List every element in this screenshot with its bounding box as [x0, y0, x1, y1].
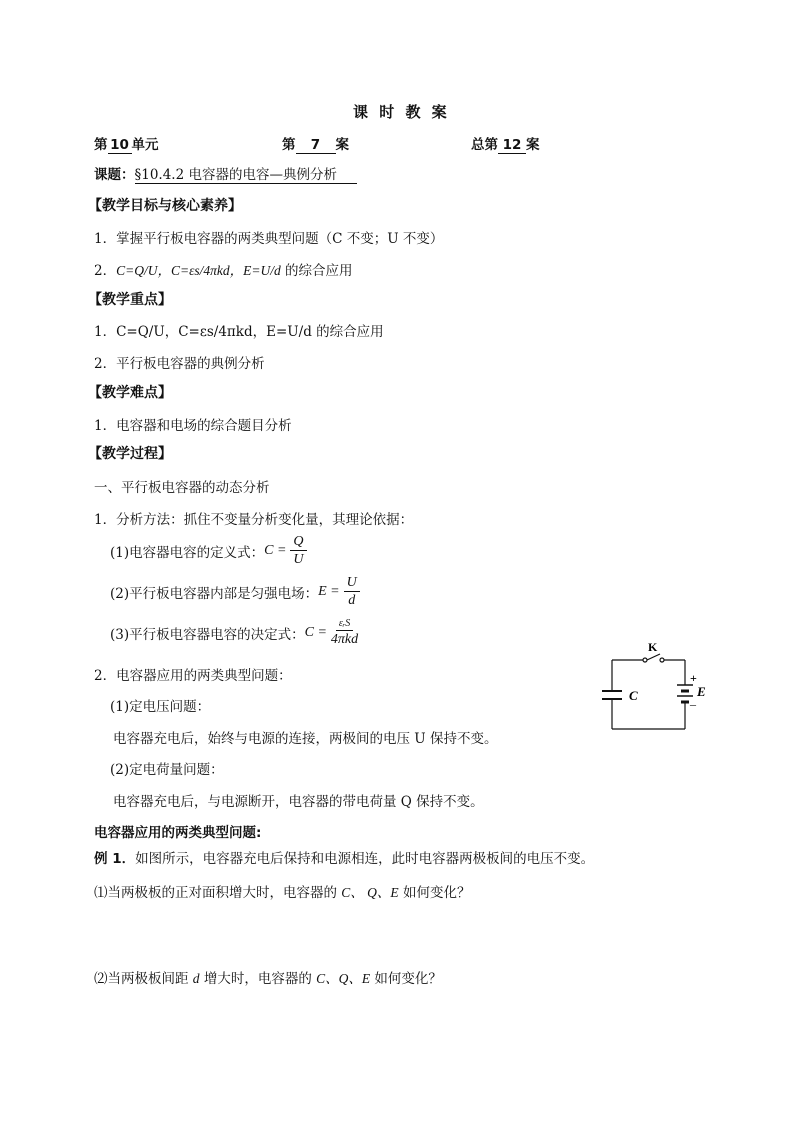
formula-2-label: (2)平行板电容器内部是匀强电场： — [110, 585, 319, 602]
switch-label: K — [648, 640, 658, 654]
switch-blade-icon — [647, 654, 660, 660]
capacitor-circuit-diagram — [596, 640, 716, 740]
goals-heading: 【教学目标与核心素养】 — [88, 198, 242, 214]
formula-3-num: εᵣS — [336, 617, 353, 631]
total-suffix: 案 — [526, 137, 540, 153]
unit-number — [94, 133, 159, 154]
formula-1-num: Q — [290, 533, 306, 551]
switch-contact-right — [660, 658, 664, 662]
formula-2-lhs: E = — [318, 583, 340, 599]
battery-minus-sign: _ — [690, 693, 696, 707]
unit-prefix: 第 — [94, 137, 108, 153]
formula-1-lhs: C = — [264, 542, 287, 558]
typical-problems: 2．电容器应用的两类典型问题： — [94, 668, 292, 684]
process-section-1: 一、平行板电容器的动态分析 — [94, 480, 270, 496]
formula-2-fraction — [344, 574, 360, 609]
unit-suffix: 单元 — [131, 137, 159, 153]
total-no: 12 — [498, 137, 526, 154]
question-1-text-a: ⑴当两极板的正对面积增大时，电容器的 — [94, 885, 342, 901]
case-suffix: 案 — [335, 137, 349, 153]
battery-label: E — [697, 684, 706, 699]
key-item-1: 1．C=Q/U，C=εs/4πkd，E=U/d 的综合应用 — [94, 324, 384, 340]
question-2-vars: C、Q、E — [316, 971, 371, 986]
formula-determination — [110, 617, 358, 648]
question-2 — [94, 967, 442, 987]
key-item-2: 2．平行板电容器的典例分析 — [94, 356, 265, 372]
question-2-text-b: 增大时，电容器的 — [199, 971, 317, 987]
goals-item-2-prefix: 2． — [94, 263, 117, 279]
goals-item-1: 1．掌握平行板电容器的两类典型问题（C 不变；U 不变） — [94, 231, 444, 247]
formula-definition — [110, 533, 307, 568]
formula-1-label: (1)电容器电容的定义式： — [110, 544, 265, 561]
example-1-label: 例 1． — [94, 851, 136, 867]
topic-value: §10.4.2 电容器的电容—典例分析 — [135, 163, 357, 184]
formula-3-label: (3)平行板电容器电容的决定式： — [110, 626, 305, 643]
goals-item-2-formula: C=Q/U，C=εs/4πkd，E=U/d — [116, 263, 281, 278]
example-1 — [94, 847, 594, 867]
example-1-text: 如图所示，电容器充电后保持和电源相连，此时电容器两极板间的电压不变。 — [135, 851, 595, 867]
topic-label: 课题： — [94, 167, 135, 183]
formula-3-fraction — [331, 617, 358, 648]
formula-2-num: U — [344, 574, 360, 592]
case-no: 7 — [296, 137, 336, 154]
goals-item-2-suffix: 的综合应用 — [280, 263, 353, 279]
battery-plus-sign: + — [690, 671, 697, 685]
case-number — [282, 133, 349, 154]
question-1 — [94, 881, 470, 901]
goals-item-2 — [94, 259, 353, 279]
key-heading: 【教学重点】 — [88, 292, 172, 308]
formula-2-den: d — [348, 593, 356, 608]
difficulty-item-1: 1．电容器和电场的综合题目分析 — [94, 418, 292, 434]
page-title: 课 时 教 案 — [353, 103, 450, 121]
question-2-d: d — [192, 971, 200, 986]
analysis-method: 1．分析方法：抓住不变量分析变化量，其理论依据： — [94, 512, 414, 528]
difficulty-heading: 【教学难点】 — [88, 385, 172, 401]
question-1-text-b: 如何变化？ — [398, 885, 471, 901]
constant-voltage-title: (1)定电压问题： — [110, 699, 211, 715]
total-number — [471, 133, 540, 154]
topic-line — [94, 163, 357, 184]
question-2-text-a: ⑵当两极板间距 — [94, 971, 193, 987]
total-prefix: 总第 — [471, 137, 498, 153]
case-prefix: 第 — [282, 137, 296, 153]
two-types-heading: 电容器应用的两类典型问题: — [94, 825, 262, 841]
formula-field — [110, 574, 360, 609]
question-2-text-c: 如何变化？ — [370, 971, 442, 987]
constant-charge-text: 电容器充电后，与电源断开，电容器的带电荷量 Q 保持不变。 — [113, 794, 484, 810]
formula-1-den: U — [293, 552, 304, 567]
formula-1-fraction — [290, 533, 306, 568]
switch-contact-left — [643, 658, 647, 662]
process-heading: 【教学过程】 — [88, 446, 172, 462]
unit-no: 10 — [108, 137, 132, 154]
capacitor-label: C — [629, 688, 638, 703]
formula-3-den: 4πkd — [330, 632, 359, 647]
question-1-vars: C、 Q、E — [341, 885, 399, 900]
constant-voltage-text: 电容器充电后，始终与电源的连接，两极间的电压 U 保持不变。 — [113, 731, 498, 747]
formula-3-lhs: C = — [304, 624, 327, 640]
constant-charge-title: (2)定电荷量问题： — [110, 762, 224, 778]
